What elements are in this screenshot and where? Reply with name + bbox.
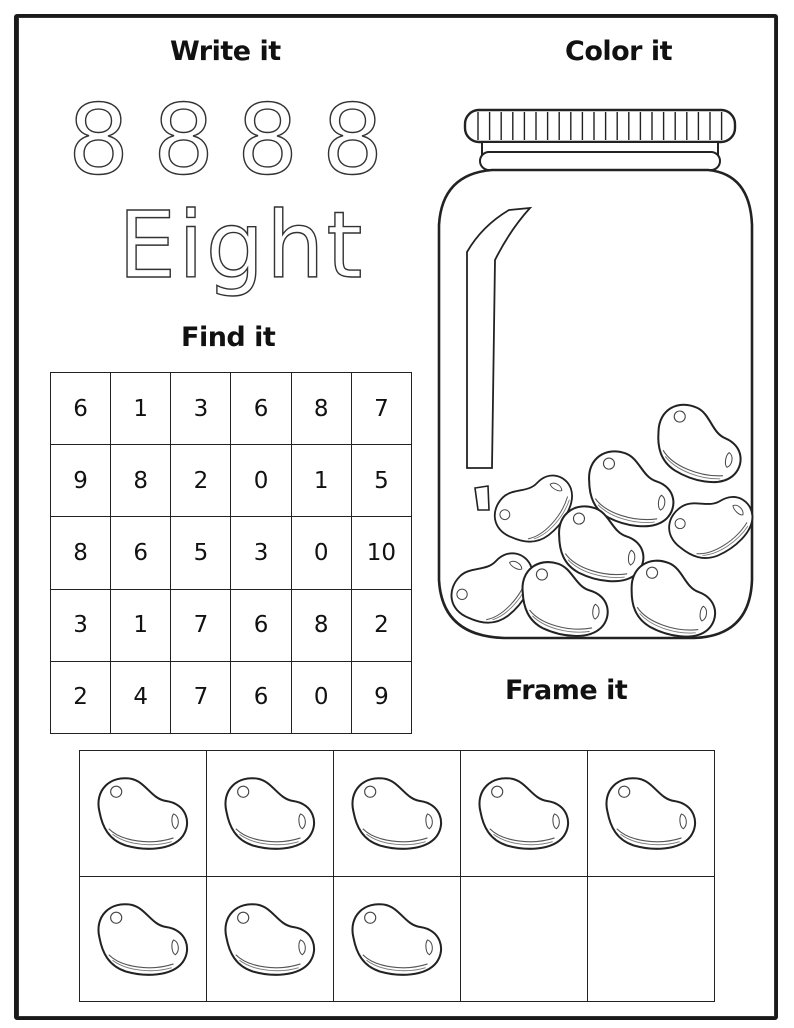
trace-digit[interactable]: 8 xyxy=(322,84,384,196)
ten-frame-cell[interactable] xyxy=(461,876,588,1002)
jar-highlight-dot xyxy=(475,486,489,510)
find-grid-cell[interactable]: 6 xyxy=(111,517,171,589)
find-grid-cell[interactable]: 2 xyxy=(51,661,111,733)
find-grid-cell[interactable]: 1 xyxy=(111,373,171,445)
ten-frame-cell[interactable] xyxy=(334,876,461,1002)
jelly-bean-icon xyxy=(221,771,319,855)
find-grid-cell[interactable]: 5 xyxy=(351,445,411,517)
find-grid-cell[interactable]: 3 xyxy=(51,589,111,661)
find-grid-cell[interactable]: 6 xyxy=(231,373,291,445)
ten-frame-cell[interactable] xyxy=(207,751,334,877)
frame-it-heading: Frame it xyxy=(505,675,628,706)
find-grid-cell[interactable]: 0 xyxy=(291,517,351,589)
color-it-heading: Color it xyxy=(565,36,673,67)
find-it-grid xyxy=(50,372,412,734)
find-grid-cell[interactable]: 3 xyxy=(171,373,231,445)
ten-frame-cell[interactable] xyxy=(80,751,207,877)
find-grid-cell[interactable]: 7 xyxy=(351,373,411,445)
find-grid-cell[interactable]: 0 xyxy=(291,661,351,733)
find-grid-cell[interactable]: 8 xyxy=(291,589,351,661)
jelly-bean-icon xyxy=(221,897,319,981)
ten-frame-cell[interactable] xyxy=(588,751,715,877)
find-grid-cell[interactable]: 1 xyxy=(291,445,351,517)
jar-lid xyxy=(465,110,735,142)
jar-neck-ring xyxy=(480,152,720,170)
ten-frame-row xyxy=(80,751,715,877)
find-grid-cell[interactable]: 9 xyxy=(351,661,411,733)
trace-digit[interactable]: 8 xyxy=(153,84,215,196)
find-grid-row xyxy=(51,589,412,661)
find-grid-cell[interactable]: 8 xyxy=(291,373,351,445)
ten-frame-cell[interactable] xyxy=(207,876,334,1002)
find-grid-cell[interactable]: 6 xyxy=(231,661,291,733)
ten-frame-cell[interactable] xyxy=(588,876,715,1002)
find-grid-row xyxy=(51,661,412,733)
trace-word[interactable]: Eight xyxy=(118,192,365,299)
ten-frame-cell[interactable] xyxy=(334,751,461,877)
ten-frame-row xyxy=(80,876,715,1002)
jelly-bean-icon xyxy=(348,771,446,855)
find-grid-cell[interactable]: 8 xyxy=(51,517,111,589)
find-grid-cell[interactable]: 3 xyxy=(231,517,291,589)
find-grid-cell[interactable]: 6 xyxy=(51,373,111,445)
find-grid-row xyxy=(51,373,412,445)
jelly-bean-icon xyxy=(348,897,446,981)
jelly-bean-icon xyxy=(94,771,192,855)
find-grid-cell[interactable]: 0 xyxy=(231,445,291,517)
trace-digit[interactable]: 8 xyxy=(237,84,299,196)
jelly-bean-icon xyxy=(94,897,192,981)
find-grid-cell[interactable]: 9 xyxy=(51,445,111,517)
jelly-bean-icon xyxy=(475,771,573,855)
jelly-bean-icon xyxy=(602,771,700,855)
find-grid-cell[interactable]: 1 xyxy=(111,589,171,661)
find-grid-cell[interactable]: 6 xyxy=(231,589,291,661)
ten-frame-cell[interactable] xyxy=(80,876,207,1002)
find-grid-cell[interactable]: 2 xyxy=(171,445,231,517)
find-grid-row xyxy=(51,445,412,517)
trace-digit[interactable]: 8 xyxy=(68,84,130,196)
find-grid-cell[interactable]: 2 xyxy=(351,589,411,661)
find-grid-cell[interactable]: 7 xyxy=(171,589,231,661)
find-grid-row xyxy=(51,517,412,589)
ten-frame xyxy=(79,750,715,1002)
find-grid-cell[interactable]: 5 xyxy=(171,517,231,589)
find-grid-cell[interactable]: 8 xyxy=(111,445,171,517)
write-it-heading: Write it xyxy=(170,36,281,67)
find-grid-cell[interactable]: 10 xyxy=(351,517,411,589)
find-grid-cell[interactable]: 4 xyxy=(111,661,171,733)
find-grid-cell[interactable]: 7 xyxy=(171,661,231,733)
find-it-heading: Find it xyxy=(181,322,276,353)
jar-icon[interactable] xyxy=(432,100,762,650)
ten-frame-cell[interactable] xyxy=(461,751,588,877)
